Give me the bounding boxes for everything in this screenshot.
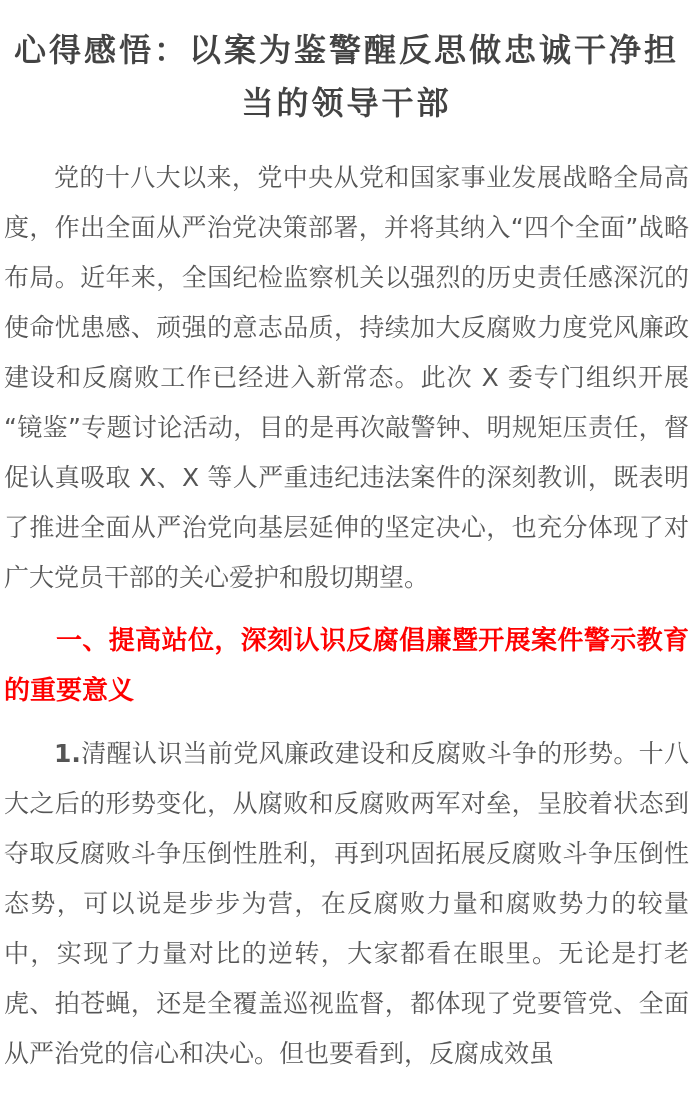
point-1-text: 清醒认识当前党风廉政建设和反腐败斗争的形势。十八大之后的形势变化，从腐败和反腐败两军对垒，呈胶着状态到夺取反腐败斗争压倒性胜利，再到巩固拓展反腐败斗争压倒性态势，可以说是步步为营，在反腐败力量和腐败势力的较量中，实现了力量对比的逆转，大家都看在眼里。无论是打老虎、拍苍蝇，还是全覆盖巡视监督，都体现了党要管党、全面从严治党的信心和决心。但也要看到，反腐成效虽 — [4, 739, 689, 1068]
section-heading-1: 一、提高站位，深刻认识反腐倡廉暨开展案件警示教育的重要意义 — [4, 626, 689, 706]
point-1-number: 1. — [54, 739, 81, 768]
paragraph-point-1 — [4, 729, 689, 1079]
article-title: 心得感悟：以案为鉴警醒反思做忠诚干净担当的领导干部 — [13, 31, 679, 122]
paragraph-intro: 党的十八大以来，党中央从党和国家事业发展战略全局高度，作出全面从严治党决策部署，并将其纳入“四个全面”战略布局。近年来，全国纪检监察机关以强烈的历史责任感深沉的使命忧患感、顽强的意志品质，持续加大反腐败力度党风廉政建设和反腐败工作已经进入新常态。此次 X 委专门组织开展“镜鉴”专题讨论活动，目的是再次敲警钟、明规矩压责任，督促认真吸取 X、X 等人严重违纪违法案件的深刻教训，既表明了推进全面从严治党向基层延伸的坚定决心，也充分体现了对广大党员干部的关心爱护和殷切期望。 — [4, 163, 689, 592]
